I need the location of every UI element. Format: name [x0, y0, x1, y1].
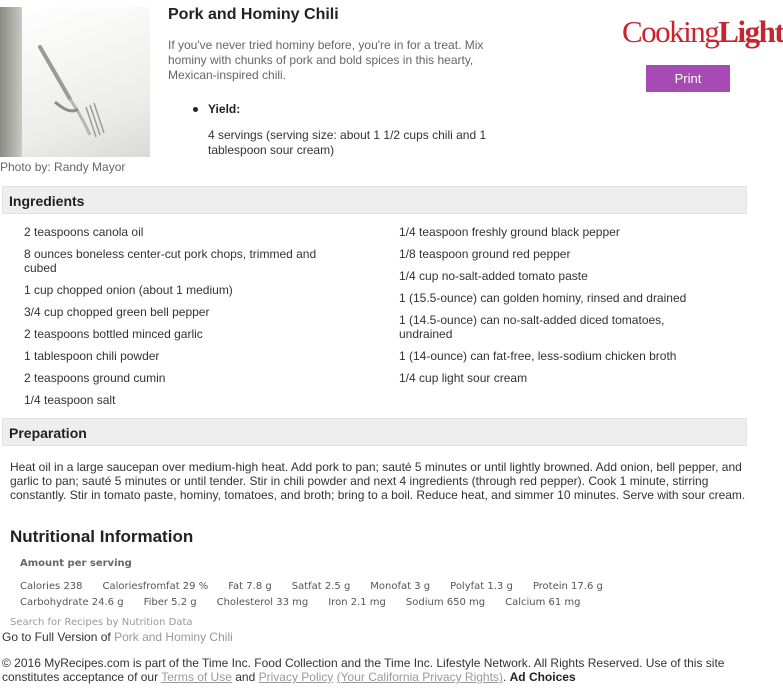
ingredient-item: 2 teaspoons ground cumin: [24, 371, 166, 385]
full-version-link[interactable]: Pork and Hominy Chili: [114, 630, 233, 644]
print-button[interactable]: Print: [646, 65, 730, 92]
nutrition-subheading: Amount per serving: [20, 558, 132, 569]
nutrient-value: Calcium 61 mg: [505, 597, 581, 608]
ingredient-item: 1 cup chopped onion (about 1 medium): [24, 283, 233, 297]
nutrition-search-link[interactable]: Search for Recipes by Nutrition Data: [10, 617, 193, 628]
nutrient-value: Monofat 3 g: [370, 581, 431, 592]
ingredient-item: 1/4 teaspoon freshly ground black pepper: [399, 225, 620, 239]
footer: [2, 656, 742, 684]
yield-label: Yield:: [208, 102, 241, 116]
recipe-photo: [0, 7, 150, 157]
ingredient-item: 3/4 cup chopped green bell pepper: [24, 305, 210, 319]
ingredient-item: 1 tablespoon chili powder: [24, 349, 160, 363]
ad-choices-link[interactable]: Ad Choices: [509, 670, 576, 684]
nutrient-value: Polyfat 1.3 g: [450, 581, 513, 592]
ingredient-item: 1/4 cup light sour cream: [399, 371, 528, 385]
logo-word-cooking: Cooking: [622, 14, 719, 49]
nutrient-value: Carbohydrate 24.6 g: [20, 597, 124, 608]
full-version-prefix: Go to Full Version of: [2, 630, 115, 644]
ingredients-heading: Ingredients: [2, 186, 747, 214]
nutrient-value: Cholesterol 33 mg: [216, 597, 309, 608]
nutrient-value: Calories 238: [20, 581, 83, 592]
nutrient-value: Iron 2.1 mg: [328, 597, 386, 608]
ingredient-item: 2 teaspoons bottled minced garlic: [24, 327, 203, 341]
nutrient-value: Fat 7.8 g: [228, 581, 272, 592]
ingredient-item: 1/4 teaspoon salt: [24, 393, 116, 407]
nutrient-value: Protein 17.6 g: [532, 581, 603, 592]
yield-value: 4 servings (serving size: about 1 1/2 cups chili and 1 tablespoon sour cream): [208, 128, 487, 157]
fork-icon: [0, 7, 150, 157]
california-privacy-link[interactable]: (Your California Privacy Rights): [336, 670, 503, 684]
logo-word-light: Light: [718, 14, 783, 49]
ingredient-item: 1 (15.5-ounce) can golden hominy, rinsed and drained: [399, 291, 687, 305]
preparation-heading: Preparation: [2, 418, 747, 446]
recipe-title: Pork and Hominy Chili: [168, 6, 339, 23]
ingredient-item: 1 (14.5-ounce) can no-salt-added diced tomatoes, undrained: [399, 313, 665, 341]
terms-of-use-link[interactable]: Terms of Use: [161, 670, 232, 684]
nutrient-value: Sodium 650 mg: [405, 597, 486, 608]
full-version-line: [2, 630, 233, 644]
nutrient-value: Satfat 2.5 g: [291, 581, 351, 592]
ingredient-item: 1/8 teaspoon ground red pepper: [399, 247, 571, 261]
ingredient-item: 2 teaspoons canola oil: [24, 225, 144, 239]
nutrition-row: [20, 581, 623, 592]
photo-credit: Photo by: Randy Mayor: [0, 160, 126, 174]
footer-and: and: [231, 670, 259, 684]
preparation-text: Heat oil in a large saucepan over medium-high heat. Add pork to pan; sauté 5 minutes or until lightly browned. Add onion, bell pepper, and garlic to pan; sauté 5 minutes or until tender. Stir in chili powder and next 4 ingredients (through red pepper). Cook 1 minute, stirring constantly. Stir in tomato paste, hominy, tomatoes, and broth; bring to a boil. Reduce heat, and simmer 10 minutes. Serve with sour cream.: [10, 460, 746, 502]
footer-copyright: © 2016 MyRecipes.com is part of the Time Inc. Food Collection and the Time Inc. Lifestyle Network. All Rights Reserved. Use of this site constitutes acceptance of our: [2, 656, 725, 684]
nutrient-value: Caloriesfromfat 29 %: [102, 581, 209, 592]
nutrient-value: Fiber 5.2 g: [143, 597, 197, 608]
bullet-icon: [193, 107, 198, 112]
privacy-policy-link[interactable]: Privacy Policy: [258, 670, 334, 684]
nutrition-heading: Nutritional Information: [10, 527, 194, 546]
recipe-description: If you've never tried hominy before, you're in for a treat. Mix hominy with chunks of pork and bold spices in this hearty, Mexican-inspired chili.: [168, 38, 484, 82]
ingredient-item: 1 (14-ounce) can fat-free, less-sodium chicken broth: [399, 349, 677, 363]
ingredient-item: 1/4 cup no-salt-added tomato paste: [399, 269, 588, 283]
nutrition-row: [20, 597, 601, 608]
cooking-light-logo[interactable]: [622, 14, 783, 50]
ingredient-item: 8 ounces boneless center-cut pork chops, trimmed and cubed: [24, 247, 317, 275]
footer-period: .: [502, 670, 510, 684]
